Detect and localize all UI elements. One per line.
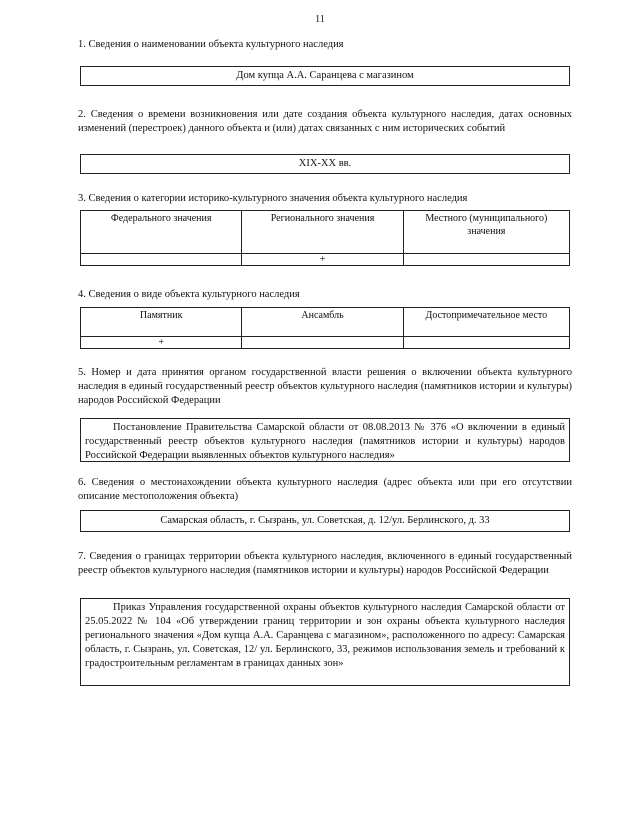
category-col-federal: Федерального значения — [81, 211, 242, 254]
category-header-row — [81, 211, 570, 254]
category-mark-regional: + — [242, 254, 403, 266]
type-col-monument: Памятник — [81, 308, 242, 337]
category-col-local: Местного (муниципального) значения — [403, 211, 569, 254]
object-name: Дом купца А.А. Саранцева с магазином — [236, 70, 414, 81]
section-4-heading: 4. Сведения о виде объекта культурного наследия — [78, 289, 300, 300]
type-mark-row — [81, 337, 570, 349]
category-col-regional: Регионального значения — [242, 211, 403, 254]
type-col-landmark: Достопримечательное место — [403, 308, 569, 337]
type-col-ensemble: Ансамбль — [242, 308, 403, 337]
section-3-heading: 3. Сведения о категории историко-культурного значения объекта культурного наследия — [78, 193, 468, 204]
category-table — [80, 210, 570, 266]
registry-decision: Постановление Правительства Самарской области от 08.08.2013 № 376 «О включении в единый государственный реестр объектов культурного наследия (памятников истории и культуры) народов Российской Федерации выявленных объектов культурного наследия» — [85, 422, 565, 461]
category-mark-row — [81, 254, 570, 266]
section-5-heading: 5. Номер и дата принятия органом государственной власти решения о включении объекта культурного наследия в единый государственный реестр объектов культурного наследия (памятников истории и культуры) народов Российской Федерации — [78, 367, 572, 406]
category-mark-local — [403, 254, 569, 266]
section-1-value-box — [80, 66, 570, 86]
section-5-value-box — [80, 418, 570, 462]
type-header-row — [81, 308, 570, 337]
section-7-heading: 7. Сведения о границах территории объекта культурного наследия, включенного в единый государственный реестр объектов культурного наследия (памятников истории и культуры) народов Российской Федерации — [78, 551, 572, 576]
type-mark-ensemble — [242, 337, 403, 349]
object-address: Самарская область, г. Сызрань, ул. Советская, д. 12/ул. Берлинского, д. 33 — [160, 515, 490, 526]
boundaries-order: Приказ Управления государственной охраны объектов культурного наследия Самарской области от 25.05.2022 № 104 «Об утверждении границ территории и зон охраны объекта культурного наследия регионального значения «Дом купца А.А. Саранцева с магазином», расположенного по адресу: Самарская область, г. Сызрань, ул. Советская, 12/ ул. Берлинского, 33, режимов использования земель и требований к градостроительным регламентам в границах данных зон» — [85, 602, 565, 669]
page-number: 11 — [315, 14, 325, 25]
section-1-heading: 1. Сведения о наименовании объекта культурного наследия — [78, 39, 344, 50]
section-6-heading: 6. Сведения о местонахождении объекта культурного наследия (адрес объекта или при его отсутствии описание местоположения объекта) — [78, 477, 572, 502]
section-6-value-box — [80, 510, 570, 532]
section-2-heading: 2. Сведения о времени возникновения или дате создания объекта культурного наследия, датах основных изменений (перестроек) данного объекта и (или) датах связанных с ним исторических событий — [78, 109, 572, 134]
type-mark-monument: + — [81, 337, 242, 349]
category-mark-federal — [81, 254, 242, 266]
type-table — [80, 307, 570, 349]
creation-date: XIX-XX вв. — [298, 158, 352, 169]
section-2-value-box — [80, 154, 570, 174]
type-mark-landmark — [403, 337, 569, 349]
section-7-value-box — [80, 598, 570, 686]
